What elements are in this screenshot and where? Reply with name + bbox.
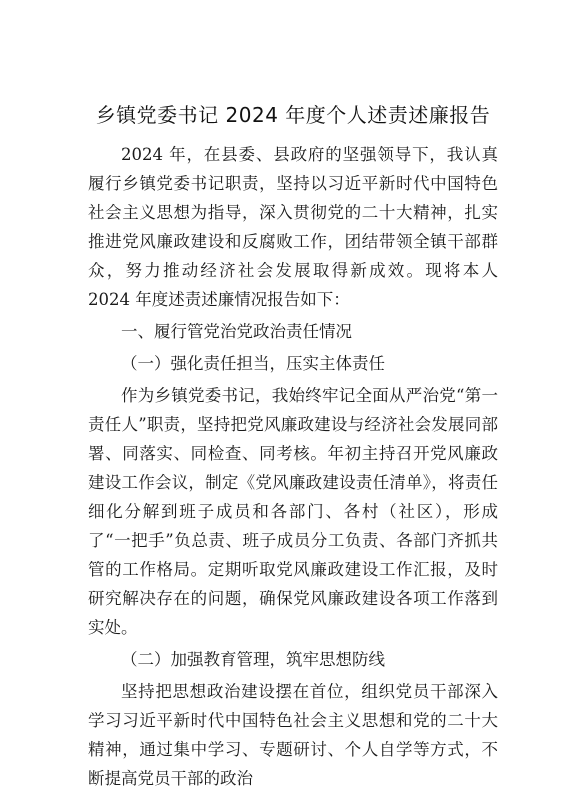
subsection-heading-2: （二）加强教育管理，筑牢思想防线 xyxy=(121,650,385,669)
subsection-heading-1: （一）强化责任担当，压实主体责任 xyxy=(121,354,385,373)
document-title: 乡镇党委书记 2024 年度个人述责述廉报告 xyxy=(95,103,491,127)
document-body xyxy=(88,140,498,793)
section-heading-1: 一、履行管党治党政治责任情况 xyxy=(121,322,352,341)
subsection-paragraph-1: 作为乡镇党委书记，我始终牢记全面从严治党“第一责任人”职责，坚持把党风廉政建设与经济社会发展同部署、同落实、同检查、同考核。年初主持召开党风廉政建设工作会议，制定《党风廉政建设责任清单》，将责任细化分解到班子成员和各部门、各村（社区），形成了“一把手”负总责、班子成员分工负责、各部门齐抓共管的工作格局。定期听取党风廉政建设工作汇报，及时研究解决存在的问题，确保党风廉政建设各项工作落到实处。 xyxy=(88,386,498,637)
subsection-paragraph-2: 坚持把思想政治建设摆在首位，组织党员干部深入学习习近平新时代中国特色社会主义思想和党的二十大精神，通过集中学习、专题研讨、个人自学等方式，不断提高党员干部的政治 xyxy=(88,682,498,788)
intro-paragraph: 2024 年，在县委、县政府的坚强领导下，我认真履行乡镇党委书记职责，坚持以习近平新时代中国特色社会主义思想为指导，深入贯彻党的二十大精神，扎实推进党风廉政建设和反腐败工作，团结带领全镇干部群众，努力推动经济社会发展取得新成效。现将本人 2024 年度述责述廉情况报告如下： xyxy=(88,145,498,309)
